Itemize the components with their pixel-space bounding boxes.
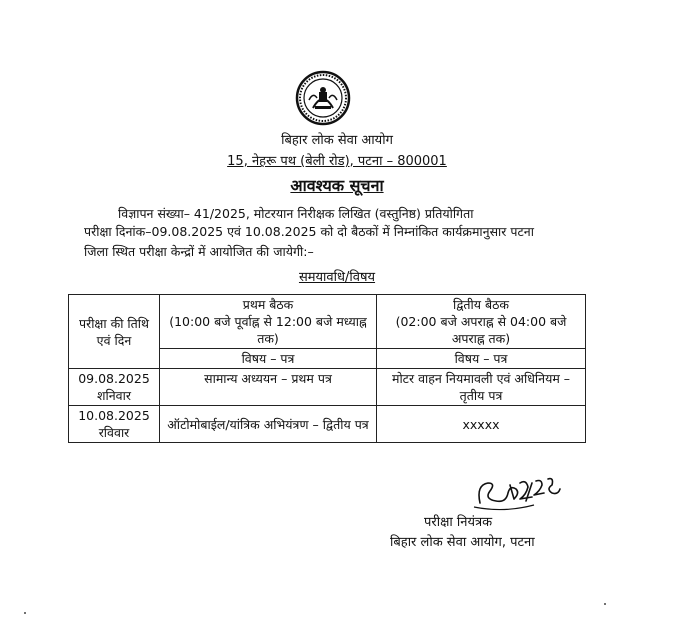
row-date: 10.08.2025 [78, 408, 150, 423]
header-second-sitting [377, 295, 586, 349]
notice-body-line-3: जिला स्थित परीक्षा केन्द्रों में आयोजित की जायेगी:– [84, 244, 314, 259]
table-heading [0, 267, 674, 285]
header-date-day-text: परीक्षा की तिथि एवं दिन [78, 315, 150, 348]
row-second-subject: मोटर वाहन नियमावली एवं अधिनियम – तृतीय पत्र [377, 369, 586, 406]
scan-speck [24, 612, 26, 614]
row-date-day [69, 406, 160, 443]
organization-name: बिहार लोक सेवा आयोग [281, 133, 393, 148]
table-row [69, 369, 586, 406]
second-sitting-time: (02:00 बजे अपराह्न से 04:00 बजे अपराह्न तक) [395, 314, 567, 346]
first-sitting-label: प्रथम बैठक [242, 297, 294, 312]
row-first-subject: सामान्य अध्ययन – प्रथम पत्र [160, 369, 377, 406]
row-day: शनिवार [97, 388, 131, 403]
row-second-subject: xxxxx [377, 406, 586, 443]
row-date-day [69, 369, 160, 406]
address-text: 15, नेहरू पथ (बेली रोड), पटना – 800001 [227, 154, 447, 169]
notice-title [0, 174, 674, 196]
table-row [69, 406, 586, 443]
header-first-sitting [160, 295, 377, 349]
signatory-organization: बिहार लोक सेवा आयोग, पटना [390, 535, 535, 550]
table-heading-text: समयावधि/विषय [298, 270, 376, 285]
organization-address [0, 151, 674, 169]
scan-speck [604, 603, 606, 605]
first-sitting-time: (10:00 बजे पूर्वाह्न से 12:00 बजे मध्याह्न तक) [169, 314, 367, 346]
notice-body-line-2: परीक्षा दिनांक–09.08.2025 एवं 10.08.2025 को दो बैठकों में निम्नांकित कार्यक्रमानुसार पटना [84, 224, 534, 239]
second-sitting-label: द्वितीय बैठक [452, 297, 509, 312]
table-header-row [69, 295, 586, 349]
subject-paper-header-1: विषय – पत्र [160, 349, 377, 369]
signatory-title: परीक्षा नियंत्रक [424, 515, 493, 530]
subject-paper-header-2: विषय – पत्र [377, 349, 586, 369]
row-date: 09.08.2025 [78, 371, 150, 386]
row-first-subject: ऑटोमोबाईल/यांत्रिक अभियंत्रण – द्वितीय पत्र [160, 406, 377, 443]
notice-title-text: आवश्यक सूचना [290, 176, 384, 195]
notice-body-line-1: विज्ञापन संख्या– 41/2025, मोटरयान निरीक्षक लिखित (वस्तुनिष्ठ) प्रतियोगिता [118, 206, 474, 221]
commission-seal-icon [295, 70, 351, 126]
header-date-day [69, 295, 160, 369]
row-day: रविवार [98, 425, 130, 440]
exam-schedule-table [68, 294, 586, 443]
handwritten-signature [470, 473, 570, 513]
